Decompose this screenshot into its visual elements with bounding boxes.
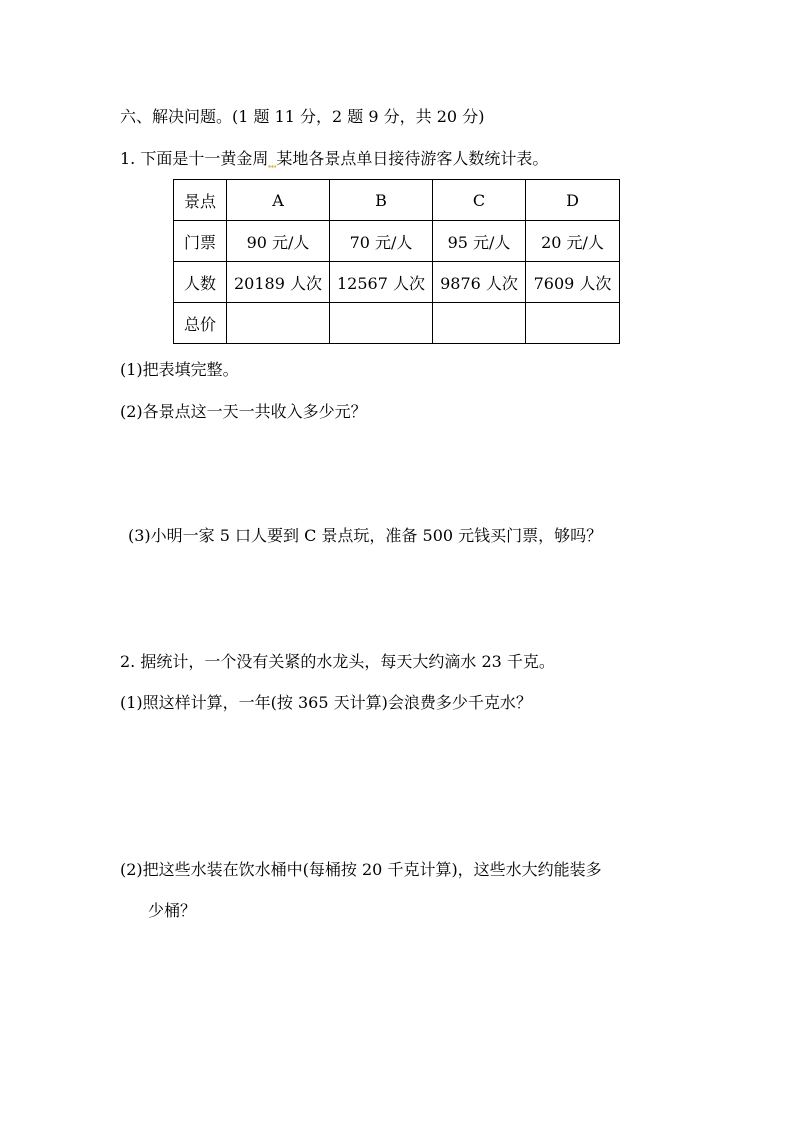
section-title: 六、解决问题。(1 题 11 分，2 题 9 分，共 20 分) <box>120 107 485 126</box>
table-answer-cell[interactable] <box>526 303 620 344</box>
table-row <box>174 221 620 262</box>
table-cell: A <box>227 180 330 221</box>
table-cell: 95 元/人 <box>433 221 526 262</box>
table-cell: 门票 <box>174 221 227 262</box>
table-cell: 20189 人次 <box>227 262 330 303</box>
table-cell: 景点 <box>174 180 227 221</box>
table-row <box>174 262 620 303</box>
table-answer-cell[interactable] <box>330 303 433 344</box>
table-cell: C <box>433 180 526 221</box>
table-cell: D <box>526 180 620 221</box>
question-1-stem <box>120 148 548 170</box>
question-1-stem-part-a: 1. 下面是十一黄金周 <box>120 149 269 168</box>
table-cell: 70 元/人 <box>330 221 433 262</box>
question-2-part-2-continued: 少桶？ <box>148 901 197 920</box>
table-header-row <box>174 180 620 221</box>
table-row <box>174 303 620 344</box>
table-cell: 9876 人次 <box>433 262 526 303</box>
table-cell: B <box>330 180 433 221</box>
table-cell: 人数 <box>174 262 227 303</box>
table-answer-cell[interactable] <box>227 303 330 344</box>
question-1-stem-part-b: 某地各景点单日接待游客人数统计表。 <box>276 149 549 168</box>
question-2-part-2: (2)把这些水装在饮水桶中(每桶按 20 千克计算)，这些水大约能装多 <box>120 860 602 879</box>
table-answer-cell[interactable] <box>433 303 526 344</box>
question-2-part-1: (1)照这样计算，一年(按 365 天计算)会浪费多少千克水？ <box>120 693 532 712</box>
table-cell: 90 元/人 <box>227 221 330 262</box>
question-1-part-2: (2)各景点这一天一共收入多少元？ <box>120 402 367 421</box>
table-cell: 7609 人次 <box>526 262 620 303</box>
table-cell: 12567 人次 <box>330 262 433 303</box>
question-2-stem: 2. 据统计，一个没有关紧的水龙头，每天大约滴水 23 千克。 <box>120 652 555 671</box>
table-cell: 20 元/人 <box>526 221 620 262</box>
scenic-spot-table <box>173 179 620 344</box>
table-cell: 总价 <box>174 303 227 344</box>
question-1-part-3: (3)小明一家 5 口人要到 C 景点玩，准备 500 元钱买门票，够吗？ <box>128 526 603 545</box>
question-1-part-1: (1)把表填完整。 <box>120 360 239 379</box>
